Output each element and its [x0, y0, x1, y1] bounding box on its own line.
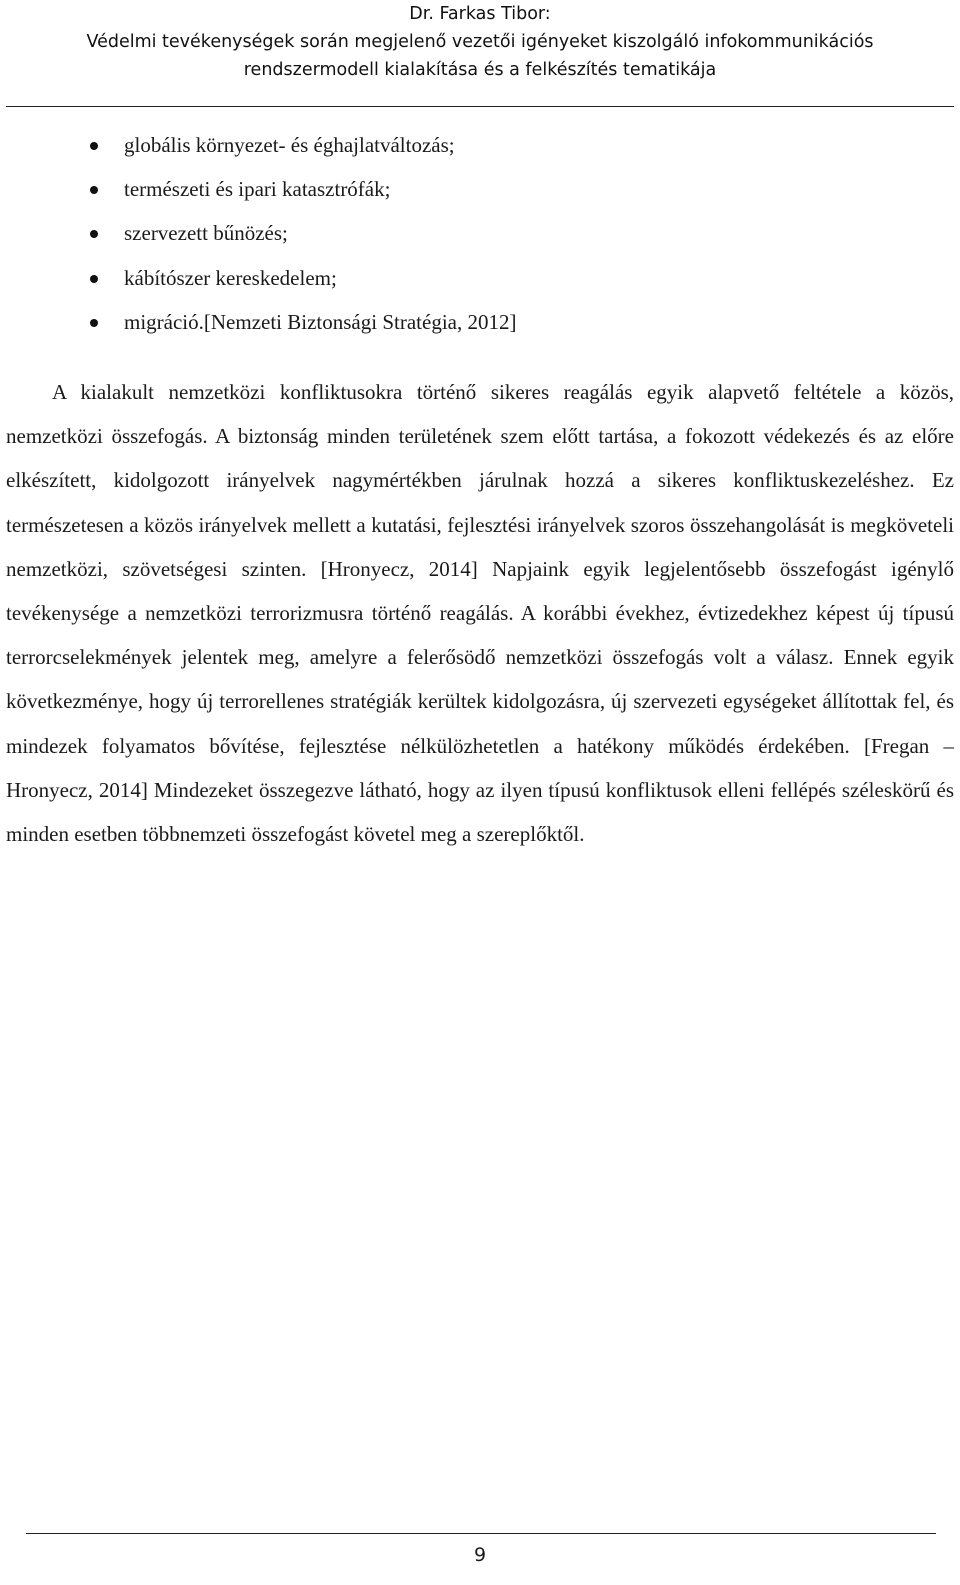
running-header	[0, 0, 960, 84]
bullet-icon	[90, 275, 98, 283]
body-paragraph: A kialakult nemzetközi konfliktusokra történő sikeres reagálás egyik alapvető feltétele a közös, nemzetközi összefogás. A biztonság minden területének szem előtt tartása, a fokozott védekezés és az előre elkészített, kidolgozott irányelvek nagymértékben járulnak hozzá a sikeres konfliktuskezeléshez. Ez természetesen a közös irányelvek mellett a kutatási, fejlesztési irányelvek szoros összehangolását is megköveteli nemzetközi, szövetségesi szinten. [Hronyecz, 2014] Napjaink egyik legjelentősebb összefogást igénylő tevékenysége a nemzetközi terrorizmusra történő reagálás. A korábbi évekhez, évtizedekhez képest új típusú terrorcselekmények jelentek meg, amelyre a felerősödő nemzetközi összefogás volt a válasz. Ennek egyik következménye, hogy új terrorellenes stratégiák kerültek kidolgozásra, új szervezeti egységeket állítottak fel, és mindezek folyamatos bővítése, fejlesztése nélkülözhetetlen a hatékony működés érdekében. [Fregan – Hronyecz, 2014] Mindezeket összegezve látható, hogy az ilyen típusú konfliktusok elleni fellépés széleskörű és minden esetben többnemzeti összefogást követel meg a szereplőktől.	[6, 380, 954, 847]
footer-divider	[26, 1533, 936, 1534]
list-item-text: kábítószer kereskedelem;	[124, 265, 337, 290]
bullet-icon	[90, 319, 98, 327]
list-item-text: globális környezet- és éghajlatváltozás;	[124, 133, 455, 157]
bullet-list	[0, 127, 960, 348]
list-item	[0, 171, 960, 215]
bullet-icon	[90, 230, 98, 238]
list-item-text: szervezett bűnözés;	[124, 221, 288, 246]
list-item	[0, 127, 960, 171]
header-author: Dr. Farkas Tibor:	[409, 4, 551, 24]
bullet-icon	[90, 142, 98, 150]
list-item-text: migráció.[Nemzeti Biztonsági Stratégia, 2012]	[124, 309, 517, 334]
header-divider	[6, 106, 954, 107]
list-item	[0, 260, 960, 304]
list-item-text: természeti és ipari katasztrófák;	[124, 177, 391, 202]
bullet-icon	[90, 186, 98, 194]
header-title-line-2: rendszermodell kialakítása és a felkészítés tematikája	[243, 60, 717, 80]
page-number: 9	[473, 1544, 487, 1566]
header-title-line-1: Védelmi tevékenységek során megjelenő vezetői igényeket kiszolgáló infokommunikációs	[86, 32, 874, 52]
list-item	[0, 215, 960, 259]
list-item	[0, 304, 960, 348]
